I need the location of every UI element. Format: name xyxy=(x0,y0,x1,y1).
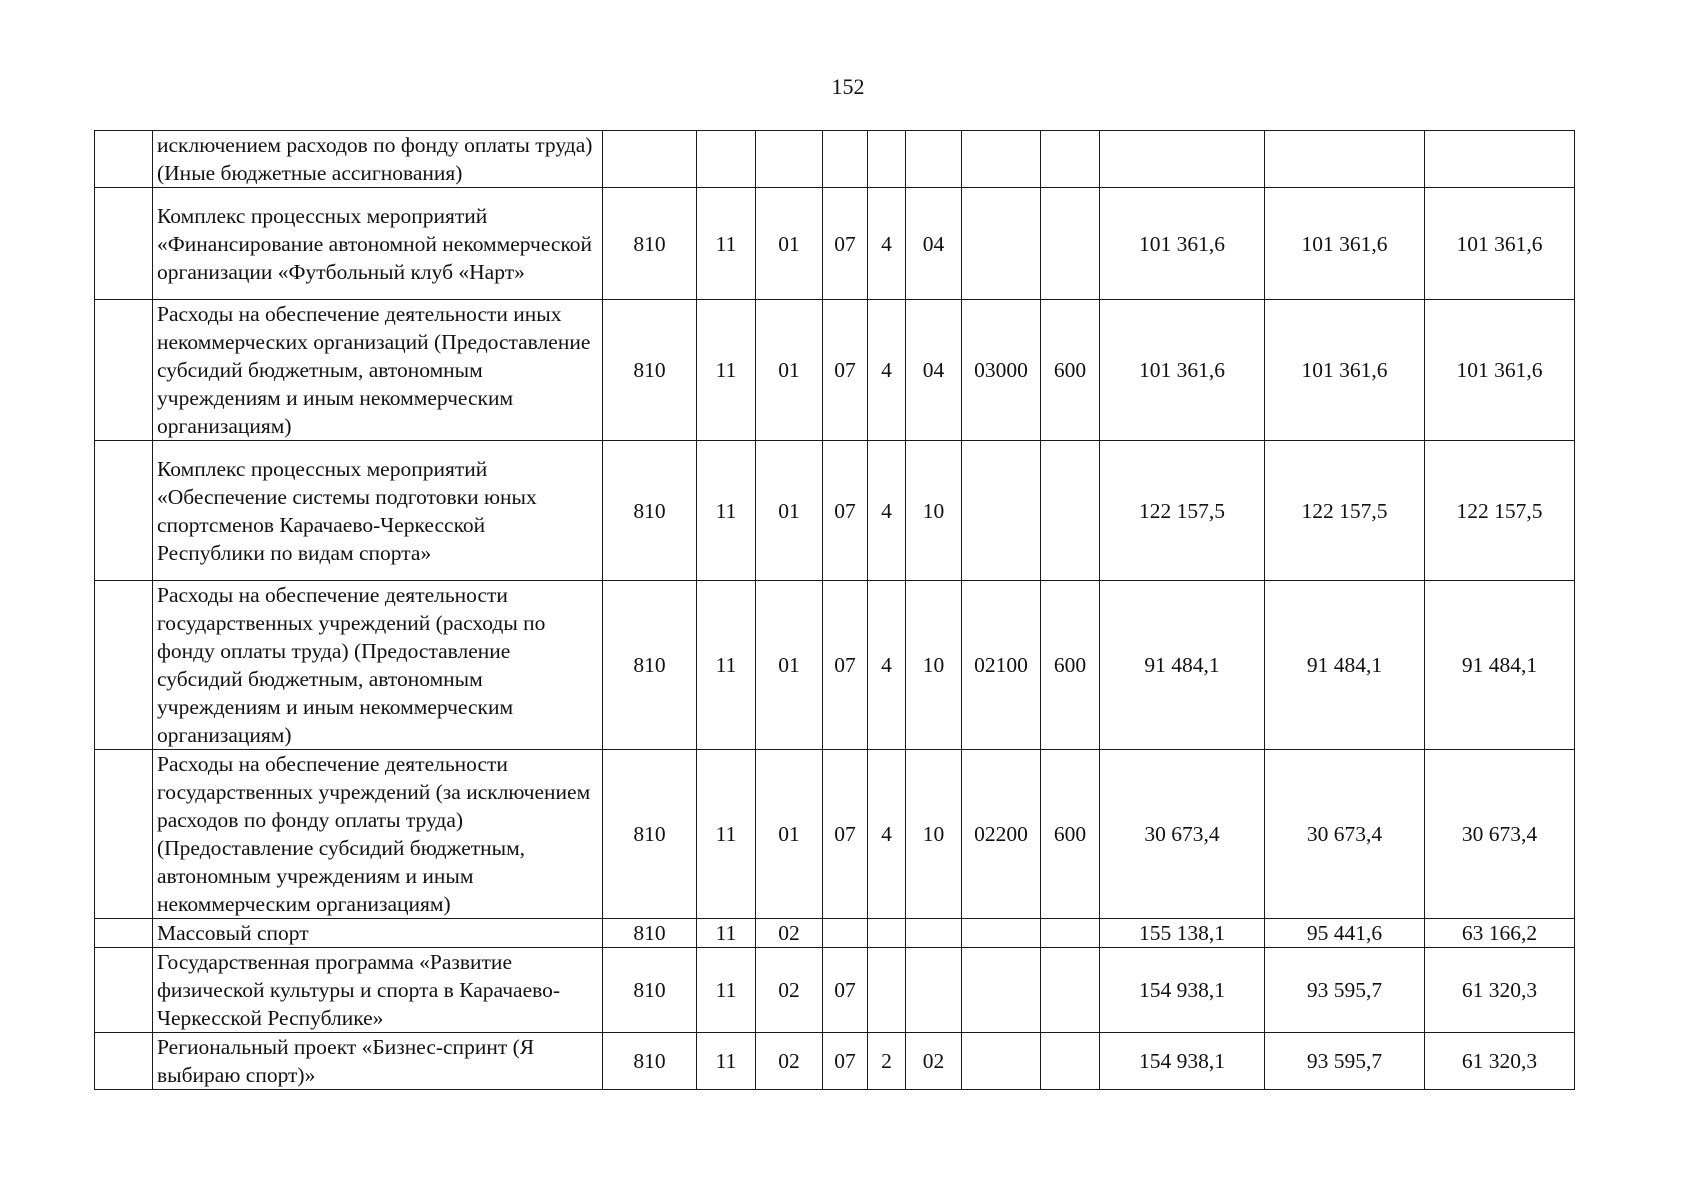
event-code: 02 xyxy=(906,1033,962,1090)
row-index-cell xyxy=(95,1033,153,1090)
expense-type-code xyxy=(1041,441,1100,581)
subprogram-code: 4 xyxy=(868,441,906,581)
amount-year-2: 122 157,5 xyxy=(1265,441,1425,581)
expense-type-code xyxy=(1041,1033,1100,1090)
program-code: 07 xyxy=(823,581,868,750)
event-code: 04 xyxy=(906,188,962,300)
table-row xyxy=(95,581,1575,750)
event-code: 10 xyxy=(906,441,962,581)
table-row xyxy=(95,919,1575,948)
ministry-code: 810 xyxy=(603,750,697,919)
amount-year-3: 101 361,6 xyxy=(1425,300,1575,441)
row-index-cell xyxy=(95,919,153,948)
row-description: Региональный проект «Бизнес-спринт (Я выбираю спорт)» xyxy=(153,1033,603,1090)
subprogram-code: 4 xyxy=(868,300,906,441)
subprogram-code xyxy=(868,919,906,948)
amount-year-3: 63 166,2 xyxy=(1425,919,1575,948)
expense-type-code: 600 xyxy=(1041,300,1100,441)
program-code: 07 xyxy=(823,300,868,441)
section-code: 11 xyxy=(697,441,756,581)
table-body xyxy=(95,131,1575,1090)
subsection-code: 02 xyxy=(756,1033,823,1090)
amount-year-3: 30 673,4 xyxy=(1425,750,1575,919)
subprogram-code xyxy=(868,948,906,1033)
table-row xyxy=(95,441,1575,581)
subsection-code: 01 xyxy=(756,750,823,919)
section-code: 11 xyxy=(697,188,756,300)
row-index-cell xyxy=(95,750,153,919)
event-code xyxy=(906,131,962,188)
table-row xyxy=(95,1033,1575,1090)
program-code: 07 xyxy=(823,750,868,919)
event-code: 04 xyxy=(906,300,962,441)
table-row xyxy=(95,188,1575,300)
amount-year-2: 91 484,1 xyxy=(1265,581,1425,750)
amount-year-1: 154 938,1 xyxy=(1100,1033,1265,1090)
event-code xyxy=(906,948,962,1033)
row-index-cell xyxy=(95,300,153,441)
page-number: 152 xyxy=(831,74,865,99)
amount-year-2: 101 361,6 xyxy=(1265,188,1425,300)
direction-code xyxy=(962,441,1041,581)
row-description: Расходы на обеспечение деятельности государственных учреждений (расходы по фонду оплаты труда) (Предоставление субсидий бюджетным, автономным учреждениям и иным некоммерческим организациям) xyxy=(153,581,603,750)
subprogram-code: 4 xyxy=(868,188,906,300)
subsection-code: 01 xyxy=(756,300,823,441)
direction-code xyxy=(962,948,1041,1033)
event-code: 10 xyxy=(906,750,962,919)
amount-year-1: 122 157,5 xyxy=(1100,441,1265,581)
amount-year-1: 155 138,1 xyxy=(1100,919,1265,948)
section-code: 11 xyxy=(697,919,756,948)
program-code: 07 xyxy=(823,948,868,1033)
row-description: Расходы на обеспечение деятельности государственных учреждений (за исключением расходов по фонду оплаты труда) (Предоставление субсидий бюджетным, автономным учреждениям и иным некоммерческим организациям) xyxy=(153,750,603,919)
event-code xyxy=(906,919,962,948)
row-description: Комплекс процессных мероприятий «Финансирование автономной некоммерческой организации «Футбольный клуб «Нарт» xyxy=(153,188,603,300)
row-description: Расходы на обеспечение деятельности иных некоммерческих организаций (Предоставление субсидий бюджетным, автономным учреждениям и иным некоммерческим организациям) xyxy=(153,300,603,441)
row-description: Комплекс процессных мероприятий «Обеспечение системы подготовки юных спортсменов Карачаево-Черкесской Республики по видам спорта» xyxy=(153,441,603,581)
subprogram-code xyxy=(868,131,906,188)
direction-code: 02100 xyxy=(962,581,1041,750)
section-code: 11 xyxy=(697,300,756,441)
amount-year-3: 61 320,3 xyxy=(1425,1033,1575,1090)
subsection-code xyxy=(756,131,823,188)
section-code xyxy=(697,131,756,188)
row-description: Массовый спорт xyxy=(153,919,603,948)
amount-year-2: 101 361,6 xyxy=(1265,300,1425,441)
program-code xyxy=(823,919,868,948)
amount-year-2: 93 595,7 xyxy=(1265,1033,1425,1090)
ministry-code: 810 xyxy=(603,300,697,441)
row-index-cell xyxy=(95,131,153,188)
expense-type-code: 600 xyxy=(1041,581,1100,750)
row-index-cell xyxy=(95,948,153,1033)
amount-year-2: 95 441,6 xyxy=(1265,919,1425,948)
amount-year-1: 101 361,6 xyxy=(1100,188,1265,300)
subsection-code: 02 xyxy=(756,948,823,1033)
event-code: 10 xyxy=(906,581,962,750)
direction-code: 03000 xyxy=(962,300,1041,441)
section-code: 11 xyxy=(697,750,756,919)
amount-year-1 xyxy=(1100,131,1265,188)
amount-year-3: 101 361,6 xyxy=(1425,188,1575,300)
expense-type-code xyxy=(1041,188,1100,300)
amount-year-1: 154 938,1 xyxy=(1100,948,1265,1033)
amount-year-2 xyxy=(1265,131,1425,188)
amount-year-2: 30 673,4 xyxy=(1265,750,1425,919)
section-code: 11 xyxy=(697,1033,756,1090)
program-code: 07 xyxy=(823,188,868,300)
subsection-code: 02 xyxy=(756,919,823,948)
direction-code xyxy=(962,188,1041,300)
direction-code xyxy=(962,131,1041,188)
section-code: 11 xyxy=(697,581,756,750)
ministry-code xyxy=(603,131,697,188)
direction-code: 02200 xyxy=(962,750,1041,919)
table-row xyxy=(95,948,1575,1033)
section-code: 11 xyxy=(697,948,756,1033)
expense-type-code: 600 xyxy=(1041,750,1100,919)
table-row xyxy=(95,131,1575,188)
amount-year-1: 101 361,6 xyxy=(1100,300,1265,441)
ministry-code: 810 xyxy=(603,441,697,581)
ministry-code: 810 xyxy=(603,188,697,300)
row-index-cell xyxy=(95,441,153,581)
subprogram-code: 2 xyxy=(868,1033,906,1090)
program-code xyxy=(823,131,868,188)
ministry-code: 810 xyxy=(603,1033,697,1090)
amount-year-3: 122 157,5 xyxy=(1425,441,1575,581)
ministry-code: 810 xyxy=(603,948,697,1033)
row-description: Государственная программа «Развитие физической культуры и спорта в Карачаево-Черкесской Республике» xyxy=(153,948,603,1033)
subprogram-code: 4 xyxy=(868,581,906,750)
row-description: исключением расходов по фонду оплаты труда) (Иные бюджетные ассигнования) xyxy=(153,131,603,188)
amount-year-2: 93 595,7 xyxy=(1265,948,1425,1033)
amount-year-3 xyxy=(1425,131,1575,188)
direction-code xyxy=(962,919,1041,948)
ministry-code: 810 xyxy=(603,581,697,750)
direction-code xyxy=(962,1033,1041,1090)
table-row xyxy=(95,300,1575,441)
amount-year-3: 91 484,1 xyxy=(1425,581,1575,750)
program-code: 07 xyxy=(823,1033,868,1090)
subsection-code: 01 xyxy=(756,441,823,581)
amount-year-3: 61 320,3 xyxy=(1425,948,1575,1033)
subsection-code: 01 xyxy=(756,581,823,750)
expense-type-code xyxy=(1041,948,1100,1033)
expense-type-code xyxy=(1041,131,1100,188)
row-index-cell xyxy=(95,188,153,300)
ministry-code: 810 xyxy=(603,919,697,948)
program-code: 07 xyxy=(823,441,868,581)
amount-year-1: 30 673,4 xyxy=(1100,750,1265,919)
subprogram-code: 4 xyxy=(868,750,906,919)
table-row xyxy=(95,750,1575,919)
expense-type-code xyxy=(1041,919,1100,948)
budget-table xyxy=(94,130,1575,1090)
subsection-code: 01 xyxy=(756,188,823,300)
row-index-cell xyxy=(95,581,153,750)
amount-year-1: 91 484,1 xyxy=(1100,581,1265,750)
